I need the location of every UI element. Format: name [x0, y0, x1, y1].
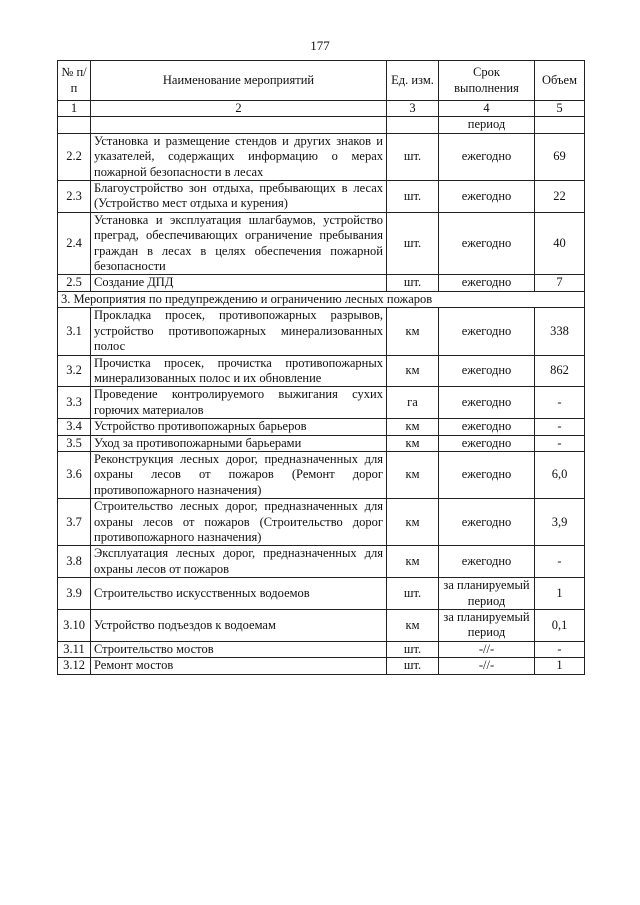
table-row — [58, 499, 585, 546]
table-row — [58, 435, 585, 451]
row-name: Эксплуатация лесных дорог, предназначенных для охраны лесов от пожаров — [91, 546, 387, 578]
row-volume: - — [535, 435, 585, 451]
table-row — [58, 212, 585, 275]
header-num: № п/п — [58, 61, 91, 101]
row-term: за планируемый период — [439, 578, 535, 610]
row-name: Строительство мостов — [91, 641, 387, 657]
row-number: 3.10 — [58, 610, 91, 642]
row-volume: - — [535, 641, 585, 657]
row-term: ежегодно — [439, 212, 535, 275]
row-name: Ремонт мостов — [91, 658, 387, 674]
row-term: ежегодно — [439, 355, 535, 387]
row-name: Устройство противопожарных барьеров — [91, 419, 387, 435]
table-row — [58, 355, 585, 387]
table-row — [58, 610, 585, 642]
row-unit: шт. — [387, 212, 439, 275]
row-number: 3.1 — [58, 308, 91, 355]
row-unit: км — [387, 308, 439, 355]
table-row — [58, 419, 585, 435]
row-term: ежегодно — [439, 133, 535, 180]
row-volume: 40 — [535, 212, 585, 275]
row-unit: км — [387, 419, 439, 435]
table-header-row — [58, 61, 585, 101]
rows-group-a — [58, 133, 585, 291]
table-row — [58, 387, 585, 419]
row-name: Строительство искусственных водоемов — [91, 578, 387, 610]
table-row — [58, 181, 585, 213]
row-volume: - — [535, 387, 585, 419]
header-unit: Ед. изм. — [387, 61, 439, 101]
row-unit: км — [387, 499, 439, 546]
row-name: Реконструкция лесных дорог, предназначенных для охраны лесов от пожаров (Ремонт дорог противопожарного назначения) — [91, 451, 387, 498]
table-row — [58, 275, 585, 291]
row-name: Устройство подъездов к водоемам — [91, 610, 387, 642]
table-row — [58, 308, 585, 355]
row-unit: шт. — [387, 275, 439, 291]
row-unit: км — [387, 451, 439, 498]
row-term: ежегодно — [439, 275, 535, 291]
section-heading: 3. Мероприятия по предупреждению и ограничению лесных пожаров — [58, 291, 585, 307]
row-volume: 338 — [535, 308, 585, 355]
row-unit: км — [387, 546, 439, 578]
row-number: 3.2 — [58, 355, 91, 387]
row-volume: 6,0 — [535, 451, 585, 498]
row-number: 2.3 — [58, 181, 91, 213]
header-number-4: 4 — [439, 101, 535, 117]
row-unit: км — [387, 355, 439, 387]
row-number: 2.4 — [58, 212, 91, 275]
row-number: 3.6 — [58, 451, 91, 498]
header-numbers-row — [58, 101, 585, 117]
page-number: 177 — [310, 38, 330, 53]
row-unit: шт. — [387, 181, 439, 213]
row-name: Благоустройство зон отдыха, пребывающих в лесах (Устройство мест отдыха и курения) — [91, 181, 387, 213]
row-term: ежегодно — [439, 419, 535, 435]
header-number-5: 5 — [535, 101, 585, 117]
row-volume: 7 — [535, 275, 585, 291]
row-volume: 3,9 — [535, 499, 585, 546]
table-row — [58, 133, 585, 180]
row-volume: - — [535, 419, 585, 435]
header-number-2: 2 — [91, 101, 387, 117]
row-unit: км — [387, 435, 439, 451]
row-volume: 69 — [535, 133, 585, 180]
row-number: 2.5 — [58, 275, 91, 291]
header-term: Срок выполнения — [439, 61, 535, 101]
row-volume: 1 — [535, 578, 585, 610]
row-volume: 1 — [535, 658, 585, 674]
row-term: -//- — [439, 641, 535, 657]
row-name: Установка и эксплуатация шлагбаумов, устройство преград, обеспечивающих ограничение пребывания граждан в лесах в целях обеспечения пожарной безопасности — [91, 212, 387, 275]
table-row — [58, 658, 585, 674]
row-number: 3.5 — [58, 435, 91, 451]
table-row — [58, 578, 585, 610]
row-name: Установка и размещение стендов и других знаков и указателей, содержащих информацию о мерах пожарной безопасности в лесах — [91, 133, 387, 180]
row-term: ежегодно — [439, 435, 535, 451]
header-name: Наименование мероприятий — [91, 61, 387, 101]
row-term: -//- — [439, 658, 535, 674]
row-number: 2.2 — [58, 133, 91, 180]
continuation-text: период — [439, 117, 535, 133]
row-term: ежегодно — [439, 387, 535, 419]
row-term: ежегодно — [439, 308, 535, 355]
table-row — [58, 451, 585, 498]
row-number: 3.4 — [58, 419, 91, 435]
row-volume: 0,1 — [535, 610, 585, 642]
section-row — [58, 291, 585, 307]
row-number: 3.12 — [58, 658, 91, 674]
row-name: Строительство лесных дорог, предназначенных для охраны лесов от пожаров (Строительство дорог противопожарного назначения) — [91, 499, 387, 546]
table-row — [58, 641, 585, 657]
row-unit: га — [387, 387, 439, 419]
rows-group-b — [58, 308, 585, 674]
row-volume: - — [535, 546, 585, 578]
row-name: Прочистка просек, прочистка противопожарных минерализованных полос и их обновление — [91, 355, 387, 387]
row-name: Проведение контролируемого выжигания сухих горючих материалов — [91, 387, 387, 419]
header-volume: Объем — [535, 61, 585, 101]
row-number: 3.7 — [58, 499, 91, 546]
row-number: 3.11 — [58, 641, 91, 657]
row-unit: км — [387, 610, 439, 642]
row-term: ежегодно — [439, 546, 535, 578]
row-term: ежегодно — [439, 181, 535, 213]
row-name: Создание ДПД — [91, 275, 387, 291]
row-unit: шт. — [387, 578, 439, 610]
row-volume: 22 — [535, 181, 585, 213]
row-term: ежегодно — [439, 451, 535, 498]
row-number: 3.8 — [58, 546, 91, 578]
row-unit: шт. — [387, 641, 439, 657]
row-unit: шт. — [387, 658, 439, 674]
row-term: за планируемый период — [439, 610, 535, 642]
row-name: Уход за противопожарными барьерами — [91, 435, 387, 451]
row-number: 3.9 — [58, 578, 91, 610]
activities-table — [57, 60, 585, 675]
header-number-1: 1 — [58, 101, 91, 117]
row-name: Прокладка просек, противопожарных разрывов, устройство противопожарных минерализованных полос — [91, 308, 387, 355]
table-row — [58, 546, 585, 578]
continuation-row — [58, 117, 585, 133]
row-number: 3.3 — [58, 387, 91, 419]
row-unit: шт. — [387, 133, 439, 180]
header-number-3: 3 — [387, 101, 439, 117]
row-volume: 862 — [535, 355, 585, 387]
row-term: ежегодно — [439, 499, 535, 546]
